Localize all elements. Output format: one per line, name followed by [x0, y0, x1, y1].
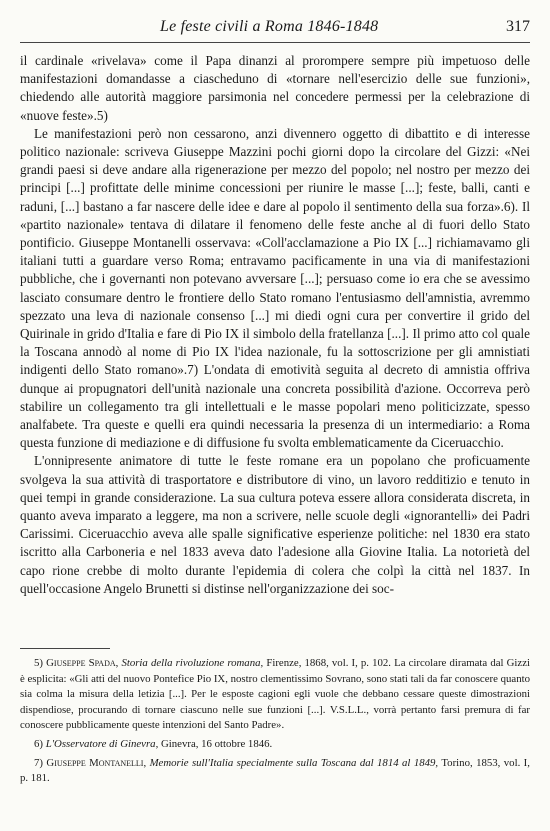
page-number: 317: [506, 18, 530, 35]
footnote-author: Giuseppe Montanelli,: [46, 756, 147, 769]
footnote-title: L'Osservatore di Ginevra,: [45, 737, 159, 750]
footnote-number: 6): [34, 737, 43, 750]
footnote-number: 5): [34, 657, 43, 669]
footnote: [20, 737, 530, 753]
footnotes: [20, 656, 530, 790]
footnote-author: Giuseppe Spada,: [46, 657, 119, 669]
footnote-text: Firenze, 1868, vol. I, p. 102. La circolare diramata dal Gizzi è esplicita: «Gli atti del nuovo Pontefice Pio IX, nostro clementissimo Sovrano, sono stati tali da far conoscere quanto sia colma la misura della letizia [...]. Per le esposte cagioni egli vuole che debbano cessare queste dimostrazioni dispendiose, procurando di tornare ciascuno nelle sue funzioni [...]. V.S.L.L., vorrà pertanto farsi premura di far conoscere pubblicamente queste intenzioni del Santo Padre».: [20, 657, 530, 732]
running-title: Le feste civili a Roma 1846-1848: [160, 18, 379, 35]
paragraph: L'onnipresente animatore di tutte le feste romane era un popolano che proficuamente svolgeva la sua attività di trasportatore e distributore di vino, un lavoro redditizio e tenuto in quei tempi in grande considerazione. La sua cultura poteva essere allora considerata discreta, in quanto aveva imparato a leggere, ma non a scrivere, nelle scuole degli «ignorantelli» dei Padri Carissimi. Ciceruacchio aveva alle spalle significative esperienze politiche: nel 1830 era stato iscritto alla Carboneria e nel 1833 aveva dato l'adesione alla Giovine Italia. La notorietà del capo rione crebbe di molto durante l'epidemia di colera che colpì la città nel 1837. In quell'occasione Angelo Brunetti si distinse nell'organizzazione dei soc-: [20, 453, 530, 596]
footnote-title: Memorie sull'Italia specialmente sulla Toscana dal 1814 al 1849,: [149, 756, 439, 769]
footnote-text: Ginevra, 16 ottobre 1846.: [160, 737, 273, 750]
footnote: [20, 756, 530, 787]
paragraph: il cardinale «rivelava» come il Papa dinanzi al prorompere sempre più impetuoso delle manifestazioni domandasse a ciascheduno di «tornare nell'esercizio delle sue funzioni», chiedendo alle autorità maggiore parsimonia nel concedere permessi per la celebrazione di «nuove feste».5): [20, 53, 530, 123]
footnote-separator: [20, 648, 110, 649]
footnote: [20, 656, 530, 734]
footnote-text: Torino, 1853, vol. I, p. 181.: [20, 756, 530, 785]
footnote-number: 7): [34, 756, 43, 769]
main-text: [20, 52, 530, 598]
paragraph: Le manifestazioni però non cessarono, anzi divennero oggetto di dibattito e di interesse politico nazionale: scriveva Giuseppe Mazzini pochi giorni dopo la circolare del Gizzi: «Nei grandi paesi si deve andare alla rigenerazione per mezzo del popolo; nel nostro per mezzo dei principi [...] profittate delle minime concessioni per riunire le masse [...]; feste, balli, canti e raduni, [...] bastano a far nascere delle idee e dare al popolo il sentimento della sua forza».6). Il «partito nazionale» tentava di dilatare il fenomeno delle feste anche al di fuori dello Stato pontificio. Giuseppe Montanelli osservava: «Coll'acclamazione a Pio IX [...] richiamavamo gli italiani tutti a guardare verso Roma; entravamo pacificamente in una via di manifestazioni pubbliche, che i governanti non potevano avversare [...]; persuaso come io era che se avessimo lasciato consumare dentro le frontiere dello Stato romano l'entusiasmo dell'amnistia, avremmo spezzato una leva di nazionale consenso [...] mi diedi ogni cura per convertire il grido del Quirinale in grido d'Italia e fare di Pio IX il simbolo della fratellanza [...]. Il primo atto col quale la Toscana annodò al nome di Pio IX l'idea nazionale, fu la sottoscrizione per gli amnistiati indigenti dello Stato romano».7) L'ondata di emotività seguita al decreto di amnistia offriva dunque ai propugnatori dell'unità nazionale una concreta possibilità d'azione. Occorreva però stabilire un collegamento tra gli intellettuali e le masse popolari meno politicizzate, spesso analfabete. Tra queste e quelli era quindi necessaria la presenza di un intermediario: a Roma questa funzione di mediazione e di diffusione fu svolta emblematicamente da Ciceruacchio.: [20, 125, 530, 451]
page-header: [20, 16, 530, 43]
footnote-title: Storia della rivoluzione romana,: [121, 657, 264, 669]
